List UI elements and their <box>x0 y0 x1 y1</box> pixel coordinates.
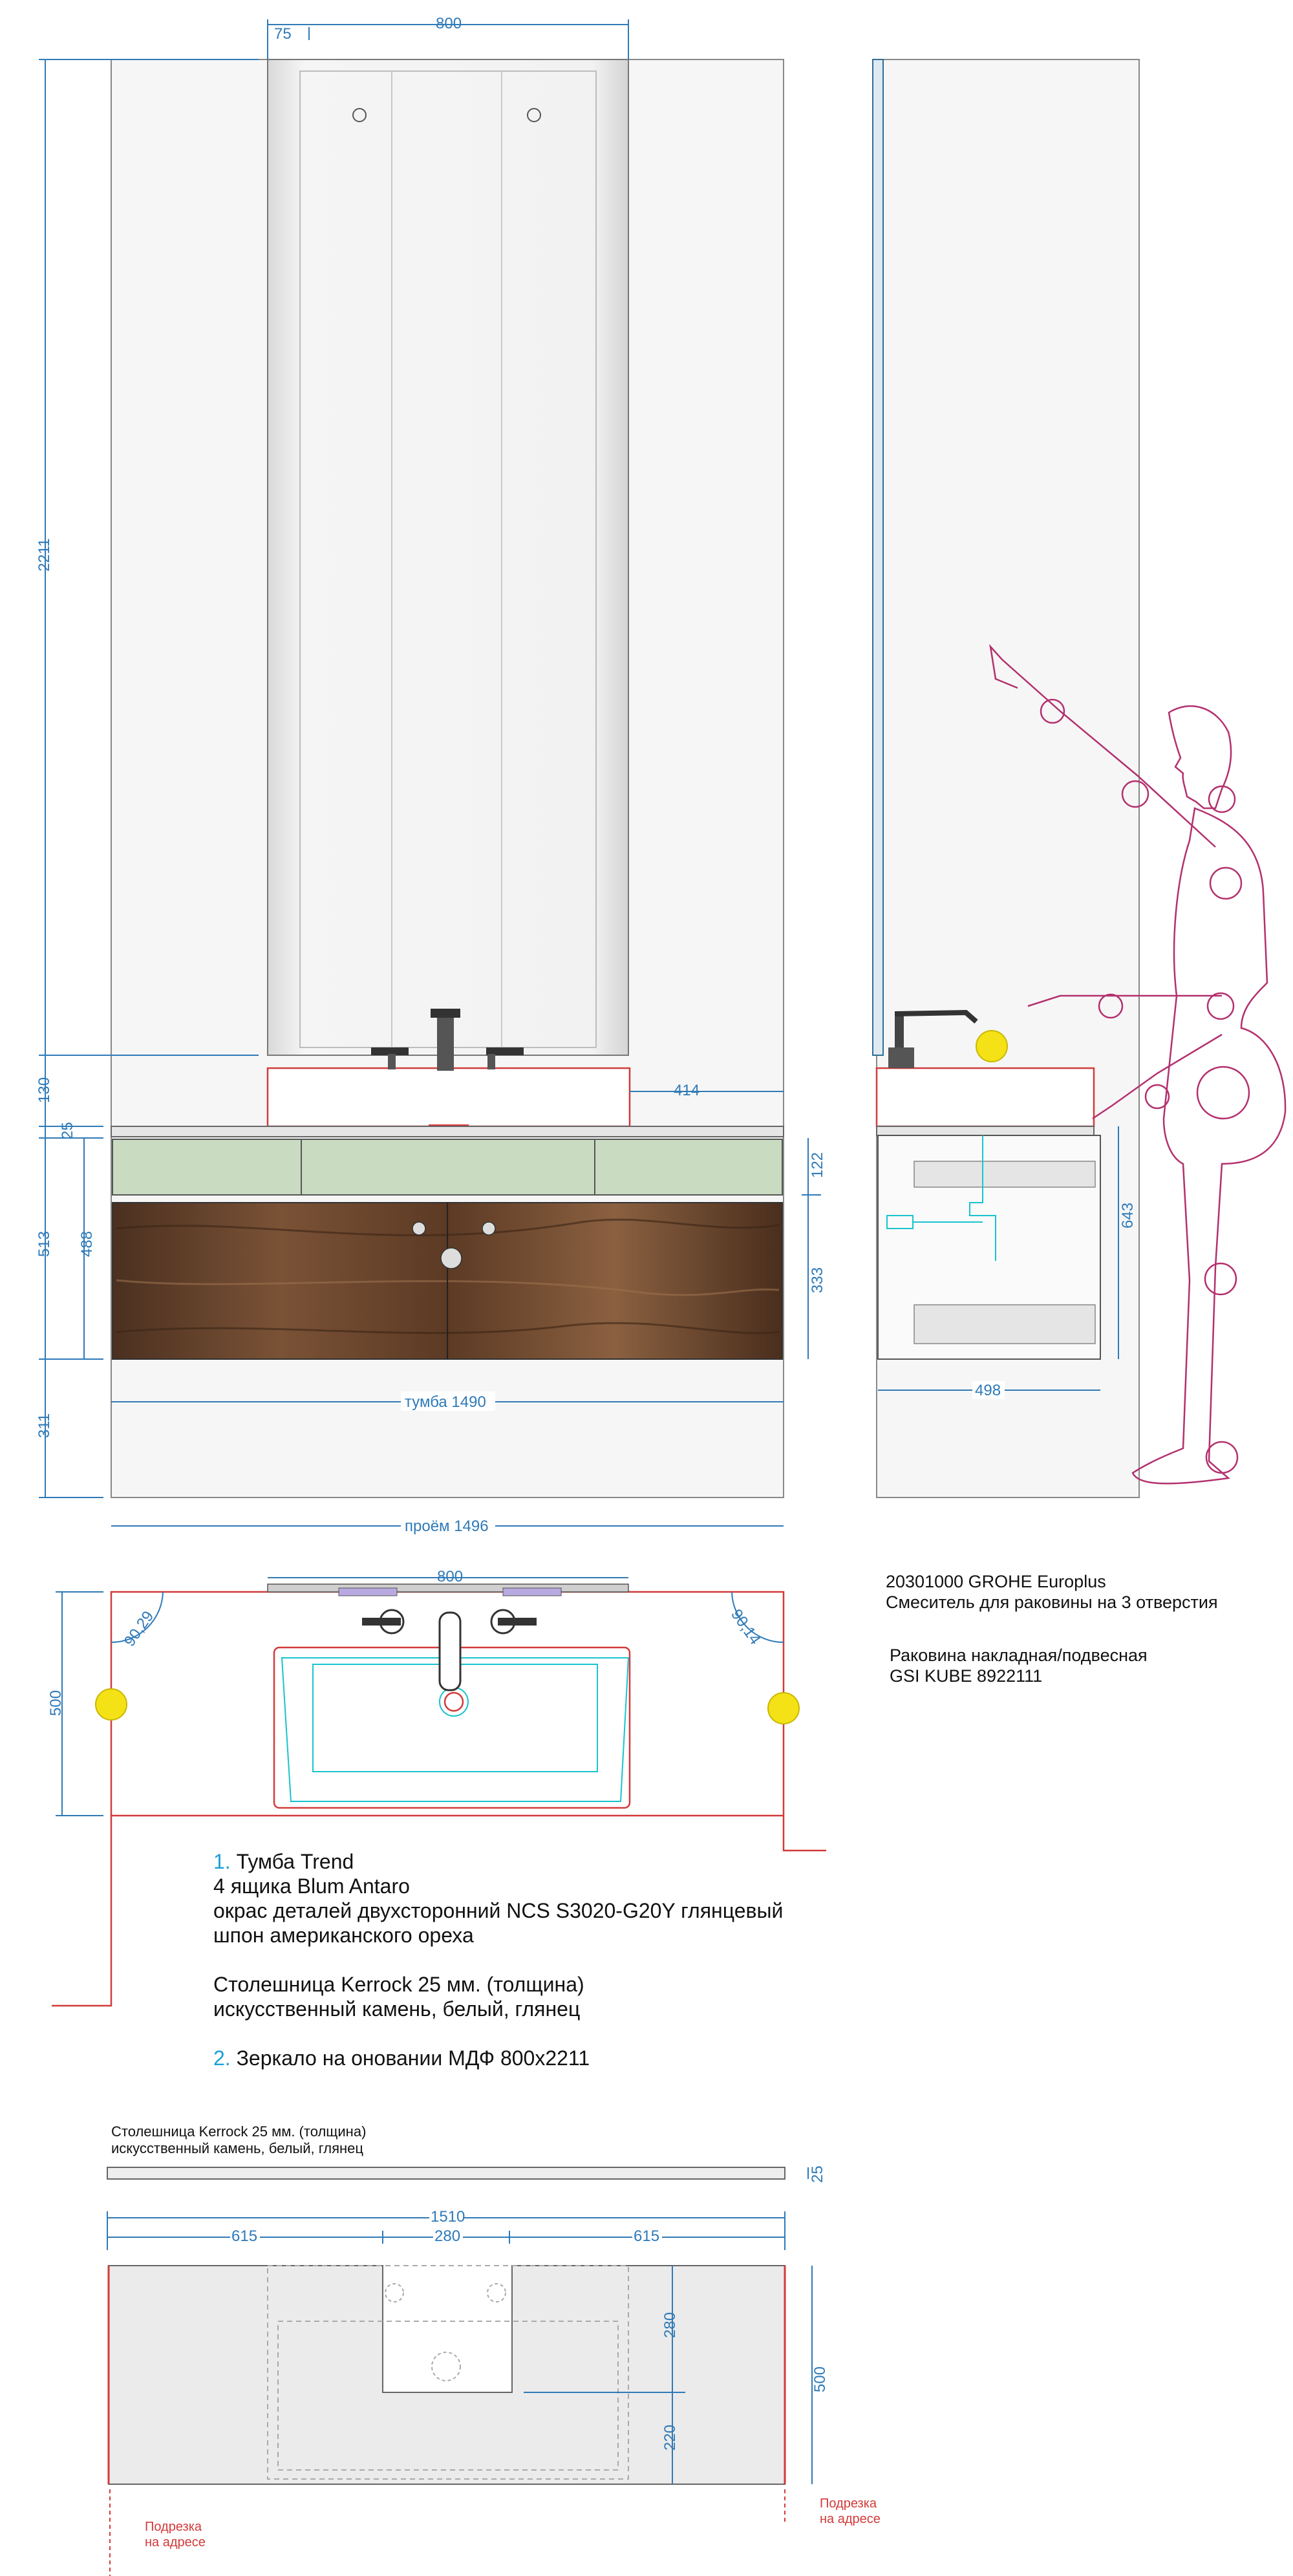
faucet-model: 20301000 GROHE Europlus <box>886 1572 1106 1591</box>
sink-front <box>268 1068 630 1126</box>
drawer-knob <box>482 1222 495 1235</box>
dim-left-part: 615 <box>231 2227 258 2245</box>
sink-type: Раковина накладная/подвесная <box>890 1646 1148 1665</box>
countertop-detail-title <box>111 2123 366 2157</box>
dim-cabinet-width: тумба 1490 <box>405 1393 486 1411</box>
countertop-section <box>107 2167 785 2179</box>
dim-cutout-width: 280 <box>434 2227 461 2245</box>
head <box>1169 706 1231 808</box>
countertop-front <box>111 1126 784 1137</box>
body <box>1133 808 1285 1483</box>
trim-note-right-line1: Подрезка <box>820 2496 877 2511</box>
dim-sink-to-edge: 414 <box>674 1082 700 1099</box>
marker-yellow-left <box>96 1689 127 1720</box>
countertop-top-view <box>109 2266 785 2484</box>
side-elevation <box>873 59 1285 1497</box>
dim-lower-drawer: 333 <box>809 1267 826 1293</box>
countertop-detail-line1: Столешница Kerrock 25 мм. (толщина) <box>111 2123 367 2140</box>
countertop-detail <box>107 2165 829 2576</box>
dim-mirror-height: 2211 <box>36 538 53 572</box>
spec-item2-title: Зеркало на оновании МДФ 800x2211 <box>236 2046 590 2070</box>
dim-plan-depth: 500 <box>47 1690 65 1716</box>
dim-countertop-depth: 500 <box>811 2366 829 2392</box>
dim-angle-left: 90,29 <box>120 1607 158 1650</box>
sink-spec <box>890 1645 1148 1686</box>
trim-note-left <box>145 2519 206 2550</box>
dim-cabinet-height: 513 <box>36 1230 53 1257</box>
knee-joint <box>1205 1263 1236 1294</box>
dim-floor-gap: 311 <box>36 1413 53 1438</box>
upper-drawers <box>112 1139 782 1195</box>
dim-cutout-depth: 280 <box>661 2312 679 2338</box>
trim-note-left-line2: на адресе <box>145 2535 206 2549</box>
mirror <box>268 59 628 1055</box>
mirror-side <box>873 59 883 1055</box>
spec-item1-drawers: 4 ящика Blum Antaro <box>213 1874 410 1898</box>
spec-countertop-title: Столешница Kerrock 25 мм. (толщина) <box>213 1973 584 1996</box>
dim-plan-mirror-width: 800 <box>437 1568 464 1585</box>
trim-note-right-line2: на адресе <box>820 2512 881 2526</box>
dim-opening-width: проём 1496 <box>405 1518 489 1535</box>
front-elevation <box>36 15 826 1535</box>
dim-total-width: 1510 <box>431 2208 465 2226</box>
dim-sink-height: 130 <box>36 1077 53 1103</box>
faucet-description: Смеситель для раковины на 3 отверстия <box>886 1593 1218 1612</box>
dim-upper-drawer: 122 <box>809 1152 826 1178</box>
spec-countertop-material: искусственный камень, белый, глянец <box>213 1997 581 2021</box>
countertop-detail-line2: искусственный камень, белый, глянец <box>111 2140 364 2156</box>
joint <box>1210 868 1241 899</box>
spec-item2-number: 2. <box>213 2046 231 2070</box>
dim-angle-right: 90,14 <box>727 1605 764 1648</box>
joint <box>1208 993 1234 1019</box>
faucet-spec <box>886 1571 1218 1613</box>
countertop-side <box>877 1126 1094 1135</box>
spec-item1-title: Тумба Trend <box>236 1850 354 1873</box>
hip-joint <box>1197 1067 1249 1119</box>
dim-drawer-front-height: 488 <box>78 1230 96 1257</box>
ankle-joint <box>1206 1442 1237 1473</box>
dim-countertop-thickness: 25 <box>809 2165 826 2183</box>
drawer-knob <box>441 1248 462 1269</box>
drawer-knob <box>412 1222 425 1235</box>
dim-mirror-width: 800 <box>436 15 462 32</box>
dim-top-thickness: 25 <box>59 1122 76 1139</box>
spec-item1-number: 1. <box>213 1850 231 1873</box>
dim-side-cabinet-height: 643 <box>1119 1202 1137 1229</box>
trim-note-left-line1: Подрезка <box>145 2520 202 2534</box>
spec-list <box>213 1849 783 2070</box>
trim-note-right <box>820 2496 881 2527</box>
sink-side <box>877 1068 1094 1126</box>
spec-item1-veneer: шпон американского ореха <box>213 1924 474 1947</box>
dim-side-cabinet-depth: 498 <box>975 1382 1001 1399</box>
dim-right-part: 615 <box>634 2227 660 2245</box>
marker-yellow-side <box>976 1031 1007 1062</box>
spec-item1-finish: окрас деталей двухсторонний NCS S3020-G20Y глянцевый <box>213 1899 784 1922</box>
dim-front-offset: 220 <box>661 2424 679 2451</box>
marker-yellow-right <box>768 1693 799 1724</box>
dim-mirror-offset: 75 <box>274 25 292 43</box>
sink-model: GSI KUBE 8922111 <box>890 1666 1043 1686</box>
